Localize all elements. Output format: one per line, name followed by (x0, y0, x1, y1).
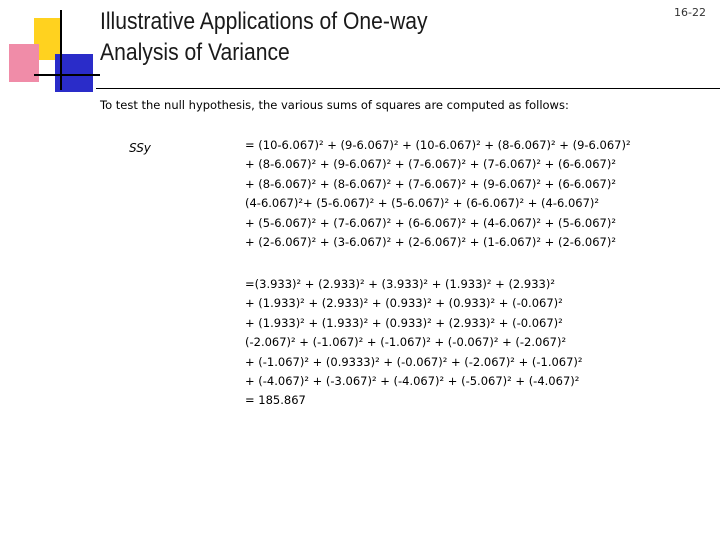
equation-line: + (5-6.067)² + (7-6.067)² + (6-6.067)² + (4-6.067)² + (5-6.067)² (245, 215, 616, 230)
equation-line: + (8-6.067)² + (8-6.067)² + (7-6.067)² + (9-6.067)² + (6-6.067)² (245, 176, 616, 191)
equation-line: =(3.933)² + (2.933)² + (3.933)² + (1.933)² + (2.933)² (245, 277, 555, 291)
equation-line: (-2.067)² + (-1.067)² + (-1.067)² + (-0.067)² + (-2.067)² (245, 335, 567, 350)
slide-title-line-1: Illustrative Applications of One-way (100, 8, 428, 35)
intro-text: To test the null hypothesis, the various sums of squares are computed as follows: (100, 98, 569, 112)
page-number: 16-22 (674, 6, 706, 19)
deviation-block (245, 275, 583, 411)
logo-pink-square (9, 44, 39, 82)
equation-line: + (2-6.067)² + (3-6.067)² + (2-6.067)² + (1-6.067)² + (2-6.067)² (245, 234, 616, 249)
slide-title (100, 6, 558, 68)
ssy-label: SSy (129, 141, 151, 155)
equation-line: (4-6.067)²+ (5-6.067)² + (5-6.067)² + (6-6.067)² + (4-6.067)² (245, 196, 599, 211)
equation-line: + (-1.067)² + (0.9333)² + (-0.067)² + (-2.067)² + (-1.067)² (245, 354, 583, 369)
equation-line: + (1.933)² + (1.933)² + (0.933)² + (2.933)² + (-0.067)² (245, 315, 563, 330)
equation-result: = 185.867 (245, 393, 306, 408)
expansion-block (245, 136, 631, 252)
title-divider (96, 88, 720, 89)
equation-line: = (10-6.067)² + (9-6.067)² + (10-6.067)² + (8-6.067)² + (9-6.067)² (245, 138, 631, 152)
slide-logo (0, 0, 100, 95)
equation-line: + (-4.067)² + (-3.067)² + (-4.067)² + (-5.067)² + (-4.067)² (245, 373, 580, 388)
slide-title-line-2: Analysis of Variance (100, 39, 290, 66)
logo-vertical-line (60, 10, 62, 90)
logo-horizontal-line (34, 74, 100, 76)
equation-line: + (1.933)² + (2.933)² + (0.933)² + (0.933)² + (-0.067)² (245, 296, 563, 311)
equation-line: + (8-6.067)² + (9-6.067)² + (7-6.067)² + (7-6.067)² + (6-6.067)² (245, 157, 616, 172)
